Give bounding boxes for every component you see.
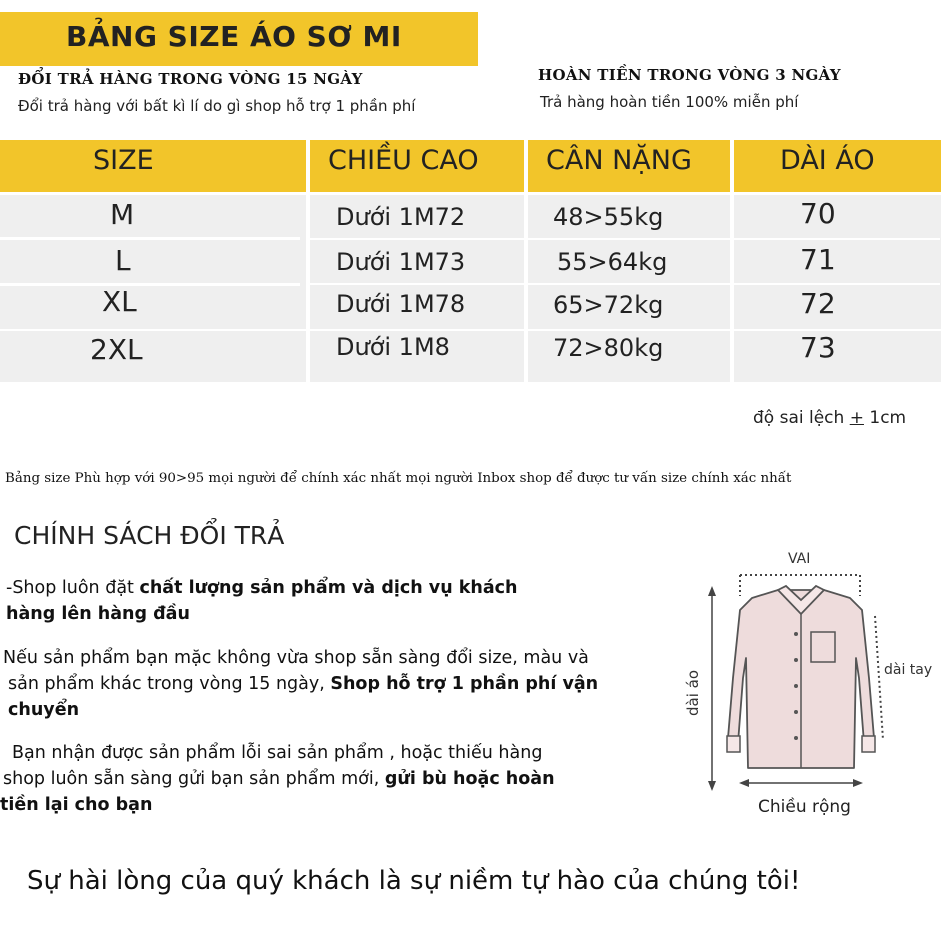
length-column — [734, 195, 941, 382]
p1-bold: chất lượng sản phẩm và dịch vụ khách — [139, 578, 518, 598]
shirt-cuff-left — [727, 736, 740, 752]
cell-size: L — [115, 244, 131, 277]
row-divider — [310, 283, 940, 285]
cell-weight: 55>64kg — [557, 248, 668, 276]
p3-text-2: shop luôn sẵn sàng gửi bạn sản phẩm mới, — [3, 769, 385, 789]
header-height: CHIỀU CAO — [328, 145, 479, 176]
length-arrow-down — [708, 781, 716, 791]
p1-bold-2: hàng lên hàng đầu — [6, 604, 190, 624]
tolerance-symbol: + — [849, 408, 864, 428]
shirt-button — [794, 632, 798, 636]
p2-text: Nếu sản phẩm bạn mặc không vừa shop sẵn sàng đổi size, màu và — [3, 648, 589, 668]
policy-paragraph-3 — [0, 740, 670, 818]
tolerance-prefix: độ sai lệch — [753, 408, 850, 428]
row-divider — [0, 283, 300, 286]
shirt-button — [794, 710, 798, 714]
header-length: DÀI ÁO — [780, 145, 875, 176]
width-arrow-right — [853, 779, 863, 787]
size-column — [0, 195, 306, 382]
p3-bold: gửi bù hoặc hoàn — [384, 769, 555, 789]
cell-size: XL — [102, 285, 137, 318]
cell-height: Dưới 1M72 — [336, 203, 466, 231]
width-label: Chiều rộng — [758, 797, 851, 817]
shirt-button — [794, 684, 798, 688]
cell-length: 70 — [800, 197, 836, 230]
fit-note: Bảng size Phù hợp với 90>95 mọi người để chính xác nhất mọi người Inbox shop để được tư vấn size chính xác nhất — [5, 471, 792, 486]
cell-weight: 65>72kg — [553, 291, 664, 319]
cell-weight: 48>55kg — [553, 203, 664, 231]
cell-height: Dưới 1M78 — [336, 290, 466, 318]
p2-text-2: sản phẩm khác trong vòng 15 ngày, — [8, 674, 331, 694]
tolerance-suffix: 1cm — [863, 408, 907, 428]
header-weight: CÂN NẶNG — [546, 145, 692, 176]
p1-text: -Shop luôn đặt — [6, 578, 140, 598]
sleeve-measure-line — [875, 616, 883, 740]
cell-height: Dưới 1M8 — [336, 333, 450, 361]
p3-text: Bạn nhận được sản phẩm lỗi sai sản phẩm , hoặc thiếu hàng — [12, 743, 543, 763]
shoulder-label: VAI — [788, 551, 811, 567]
length-arrow-up — [708, 586, 716, 596]
refund-text: Trả hàng hoàn tiền 100% miễn phí — [540, 93, 799, 111]
row-divider — [0, 237, 300, 240]
shirt-cuff-right — [862, 736, 875, 752]
cell-height: Dưới 1M73 — [336, 248, 466, 276]
policy-paragraph-1 — [6, 575, 666, 627]
header-size: SIZE — [93, 145, 154, 176]
exchange-heading: ĐỔI TRẢ HÀNG TRONG VÒNG 15 NGÀY — [18, 70, 363, 88]
p2-bold: Shop hỗ trợ 1 phần phí vận — [330, 674, 599, 694]
cell-length: 71 — [800, 243, 836, 276]
cell-size: M — [110, 198, 135, 231]
cell-weight: 72>80kg — [553, 334, 664, 362]
slogan: Sự hài lòng của quý khách là sự niềm tự hào của chúng tôi! — [27, 866, 801, 896]
row-divider — [310, 238, 940, 240]
width-arrow-left — [739, 779, 749, 787]
tolerance-note — [753, 408, 906, 428]
length-label: dài áo — [684, 669, 702, 717]
policy-heading: CHÍNH SÁCH ĐỔI TRẢ — [14, 521, 285, 550]
shirt-button — [794, 736, 798, 740]
p3-bold-2: tiền lại cho bạn — [0, 795, 153, 815]
cell-length: 73 — [800, 331, 836, 364]
cell-size: 2XL — [90, 333, 143, 366]
policy-paragraph-2 — [3, 645, 673, 723]
p2-bold-2: chuyển — [8, 700, 80, 720]
refund-heading: HOÀN TIỀN TRONG VÒNG 3 NGÀY — [538, 66, 841, 84]
exchange-text: Đổi trả hàng với bất kì lí do gì shop hỗ trợ 1 phần phí — [18, 97, 416, 115]
sleeve-label: dài tay — [884, 662, 933, 678]
shirt-diagram — [678, 548, 941, 828]
page-title: BẢNG SIZE ÁO SƠ MI — [66, 20, 402, 53]
shirt-button — [794, 658, 798, 662]
cell-length: 72 — [800, 287, 836, 320]
